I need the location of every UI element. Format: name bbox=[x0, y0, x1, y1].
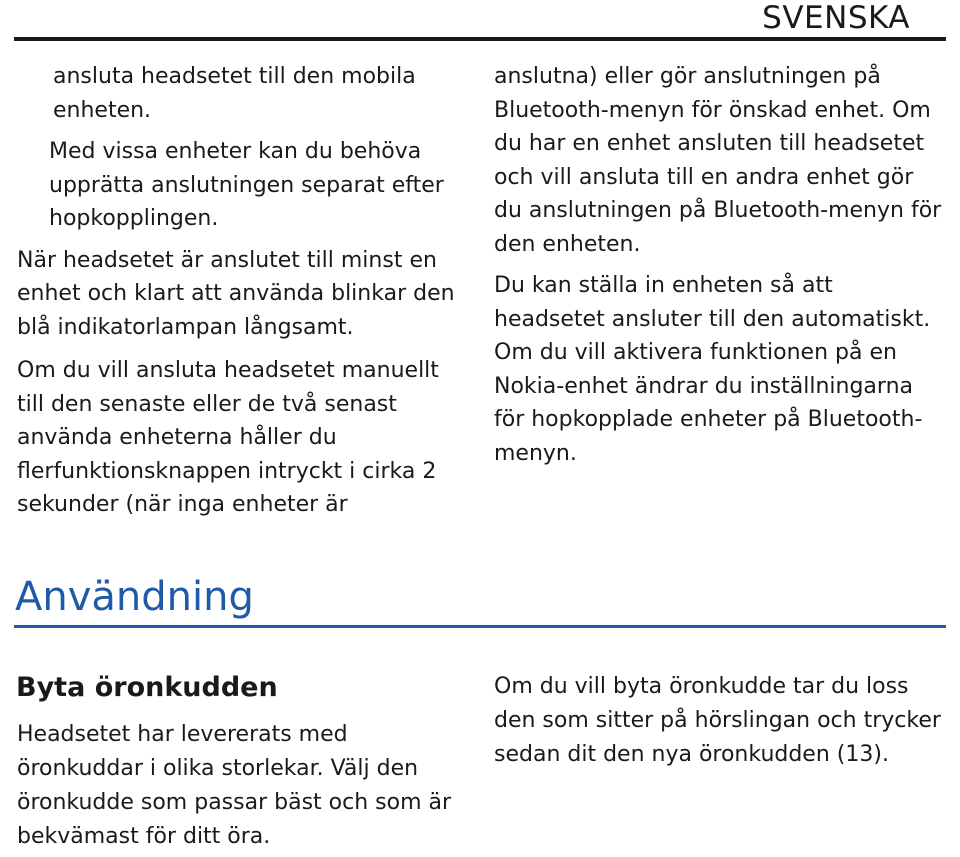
top-left-column bbox=[17, 60, 467, 522]
paragraph-indicator-light: När headsetet är anslutet till minst en enhet och klart att använda blinkar den blå indikatorlampan långsamt. bbox=[17, 247, 455, 340]
paragraph-replace-earcup: Om du vill byta öronkudde tar du loss den som sitter på hörslingan och trycker sedan dit den nya öronkudden (13). bbox=[494, 674, 941, 767]
paragraph-earcup-sizes: Headsetet har levererats med öronkuddar i olika storlekar. Välj den öronkudde som passar bäst och som är bekvämast för ditt öra. bbox=[17, 722, 452, 849]
subsection-title: Byta öronkudden bbox=[16, 672, 278, 703]
header-divider bbox=[14, 37, 946, 41]
bottom-left-column bbox=[17, 718, 467, 854]
paragraph-separate-connection: Med vissa enheter kan du behöva upprätta anslutningen separat efter hopkopplingen. bbox=[49, 139, 444, 231]
section-divider bbox=[14, 625, 946, 628]
paragraph-auto-connect: Du kan ställa in enheten så att headsetet ansluter till den automatiskt. Om du vill aktivera funktionen på en Nokia-enhet ändrar du inställningarna för hopkopplade enheter på Bluetooth-menyn. bbox=[494, 273, 931, 466]
paragraph-manual-connect: Om du vill ansluta headsetet manuellt till den senaste eller de två senast använda enheterna håller du flerfunktionsknappen intryckt i cirka 2 sekunder (när inga enheter är bbox=[17, 358, 439, 517]
section-title: Användning bbox=[15, 574, 254, 620]
paragraph-connect-continuation: ansluta headsetet till den mobila enheten. bbox=[53, 64, 416, 123]
paragraph-bluetooth-menu: anslutna) eller gör anslutningen på Bluetooth-menyn för önskad enhet. Om du har en enhet ansluten till headsetet och vill ansluta till en andra enhet gör du anslutningen på Bluetooth-menyn för den enheten. bbox=[494, 64, 942, 257]
page-language-header: SVENSKA bbox=[762, 0, 910, 36]
bottom-right-column bbox=[494, 670, 944, 772]
top-right-column bbox=[494, 60, 944, 470]
